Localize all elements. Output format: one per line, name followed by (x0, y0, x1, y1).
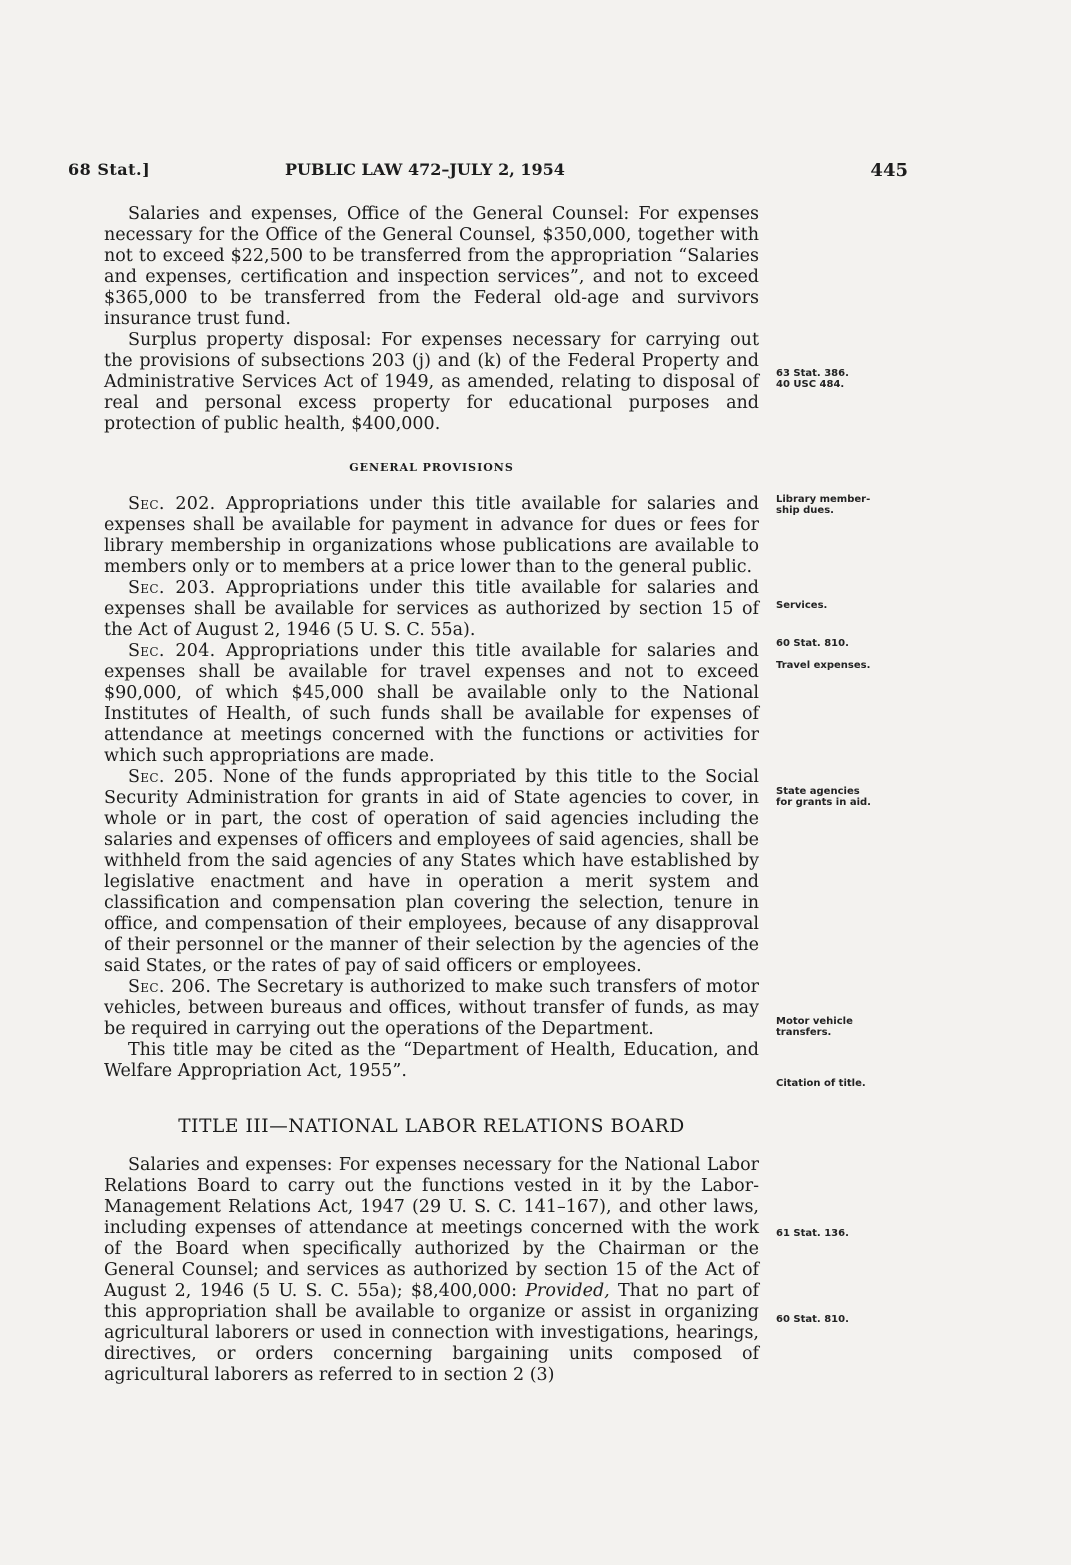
section-text: The Secretary is authorized to make such transfers of motor vehicles, between bureaus and offices, without transfer of funds, as may be required in carrying out the operations of the Department. (104, 977, 759, 1039)
margin-note-63-stat: 63 Stat. 386. 40 USC 484. (776, 368, 849, 390)
statute-reference: 68 Stat.] (68, 160, 151, 179)
paragraph-nlrb (104, 1155, 759, 1386)
section-label: Sec. 204. (128, 641, 216, 661)
section-202 (104, 494, 759, 578)
section-204 (104, 641, 759, 767)
general-provisions-heading: GENERAL PROVISIONS (349, 461, 514, 474)
margin-note-60-stat: 60 Stat. 810. (776, 638, 849, 649)
section-text: None of the funds appropriated by this title to the Social Security Administration for grants in aid of State agencies to cover, in whole or in part, the cost of operation of said agencies including the salaries and expenses of officers and employees of said agencies, shall be withheld from the said agencies of any States which have established by legislative enactment and have in operation a merit system and classification and compensation plan covering the selection, tenure in office, and compensation of their employees, because of any disapproval of their personnel or the manner of their selection by the agencies of the said States, or the rates of pay of said officers or employees. (104, 767, 759, 976)
nlrb-text-a: Salaries and expenses: For expenses necessary for the National Labor Relations Board to carry out the functions vested in it by the Labor-Management Relations Act, 1947 (29 U. S. C. 141–167), and other laws, including expenses of attendance at meetings concerned with the work of the Board when specifically authorized by the Chairman or the General Counsel; and services as authorized by section 15 of the Act of August 2, 1946 (5 U. S. C. 55a); $8,400,000: (104, 1155, 759, 1301)
paragraph-general-counsel: Salaries and expenses, Office of the General Counsel: For expenses necessary for the Office of the General Counsel, $350,000, together with not to exceed $22,500 to be transferred from the appropriation “Salaries and expenses, certification and inspection services”, and not to exceed $365,000 to be transferred from the Federal old-age and survivors insurance trust fund. (104, 204, 759, 329)
margin-note-services: Services. (776, 600, 828, 611)
page-header (68, 160, 908, 184)
body-text (104, 204, 759, 1386)
section-text: Appropriations under this title available for salaries and expenses shall be available for payment in advance for dues or fees for library membership in organizations whose publications are available to members only or to members at a price lower than to the general public. (104, 494, 759, 577)
title-iii-heading: TITLE III—NATIONAL LABOR RELATIONS BOARD (178, 1116, 685, 1137)
section-text: Appropriations under this title available for salaries and expenses shall be available for travel expenses and not to exceed $90,000, of which $45,000 shall be available only to the National Institutes of Health, of such funds shall be available for expenses of attendance at meetings concerned with the functions or activities for which such appropriations are made. (104, 641, 759, 766)
paragraph-surplus-property: Surplus property disposal: For expenses necessary for carrying out the provisions of subsections 203 (j) and (k) of the Federal Property and Administrative Services Act of 1949, as amended, relating to disposal of real and personal excess property for educational purposes and protection of public health, $400,000. (104, 330, 759, 434)
margin-note-citation: Citation of title. (776, 1078, 866, 1089)
section-label: Sec. 205. (128, 767, 214, 787)
section-label: Sec. 206. (128, 977, 212, 997)
margin-note-travel-expenses: Travel expenses. (776, 660, 871, 671)
section-205 (104, 767, 759, 977)
section-206 (104, 977, 759, 1040)
page-number: 445 (870, 160, 908, 181)
margin-note-motor-vehicle: Motor vehicle transfers. (776, 1016, 853, 1038)
section-label: Sec. 202. (128, 494, 216, 514)
section-text: Appropriations under this title available for salaries and expenses shall be available for services as authorized by section 15 of the Act of August 2, 1946 (5 U. S. C. 55a). (104, 578, 759, 640)
provided-word: Provided, (525, 1281, 610, 1301)
margin-note-60-stat-2: 60 Stat. 810. (776, 1314, 849, 1325)
citation-paragraph: This title may be cited as the “Department of Health, Education, and Welfare Appropriation Act, 1955”. (104, 1040, 759, 1081)
section-203 (104, 578, 759, 641)
running-title: PUBLIC LAW 472–JULY 2, 1954 (285, 160, 565, 179)
margin-note-library-dues: Library member- ship dues. (776, 494, 871, 516)
nlrb-text-b: That no part of this appropriation shall be available to organize or assist in organizing agricultural laborers or used in connection with investigations, hearings, directives, or orders concerning bargaining units composed of agricultural laborers as referred to in section 2 (3) (104, 1281, 759, 1385)
margin-note-state-agencies: State agencies for grants in aid. (776, 786, 871, 808)
section-label: Sec. 203. (128, 578, 216, 598)
margin-note-61-stat: 61 Stat. 136. (776, 1228, 849, 1239)
